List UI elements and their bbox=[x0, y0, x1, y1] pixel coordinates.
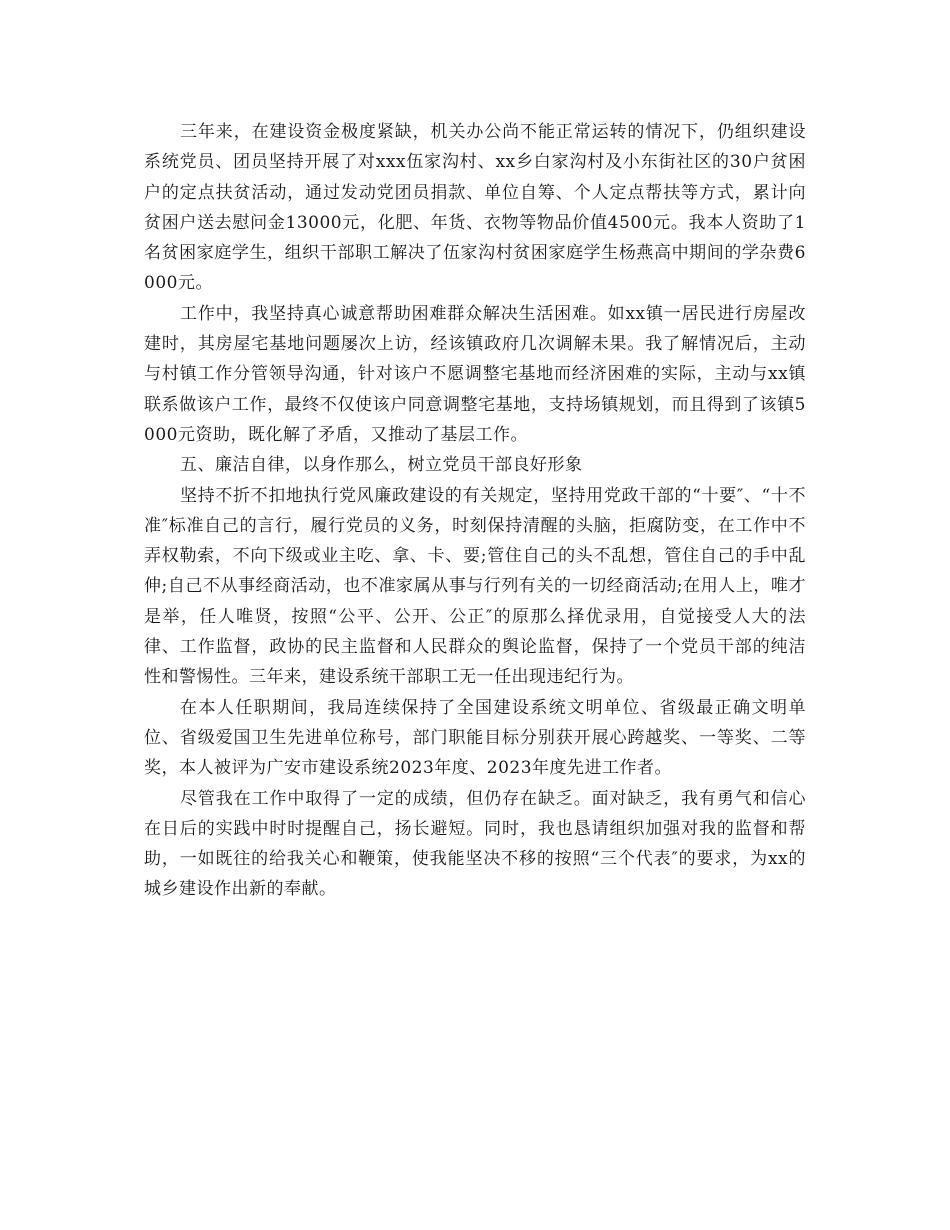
paragraph-helping-residents: 工作中，我坚持真心诚意帮助困难群众解决生活困难。如xx镇一居民进行房屋改建时，其房屋宅基地问题屡次上访，经该镇政府几次调解未果。我了解情况后，主动与村镇工作分管领导沟通，针对该户不愿调整宅基地而经济困难的实际，主动与xx镇联系做该户工作，最终不仅使该户同意调整宅基地，支持场镇规划，而且得到了该镇5000元资助，既化解了矛盾，又推动了基层工作。 bbox=[144, 303, 806, 445]
section-heading-integrity: 五、廉洁自律，以身作那么，树立党员干部良好形象 bbox=[180, 455, 583, 476]
document-page bbox=[144, 117, 806, 905]
paragraph-conclusion: 尽管我在工作中取得了一定的成绩，但仍存在缺乏。面对缺乏，我有勇气和信心在日后的实践中时时提醒自己，扬长避短。同时，我也恳请组织加强对我的监督和帮助，一如既往的给我关心和鞭策，使我能坚决不移的按照“三个代表″的要求，为xx的城乡建设作出新的奉献。 bbox=[144, 788, 806, 900]
paragraph-integrity: 坚持不折不扣地执行党风廉政建设的有关规定，坚持用党政干部的“十要″、“十不准″标准自己的言行，履行党员的义务，时刻保持清醒的头脑，拒腐防变，在工作中不弄权勒索，不向下级或业主吃、拿、卡、要;管住自己的头不乱想，管住自己的手中乱伸;自己不从事经商活动，也不准家属从事与行列有关的一切经商活动;在用人上，唯才是举，任人唯贤，按照“公平、公开、公正″的原那么择优录用，自觉接受人大的法律、工作监督，政协的民主监督和人民群众的舆论监督，保持了一个党员干部的纯洁性和警惕性。三年来，建设系统干部职工无一任出现违纪行为。 bbox=[144, 485, 806, 688]
paragraph-poverty-relief: 三年来，在建设资金极度紧缺，机关办公尚不能正常运转的情况下，仍组织建设系统党员、团员坚持开展了对xxx伍家沟村、xx乡白家沟村及小东街社区的30户贫困户的定点扶贫活动，通过发动党团员捐款、单位自筹、个人定点帮扶等方式，累计向贫困户送去慰问金13000元，化肥、年货、衣物等物品价值4500元。我本人资助了1名贫困家庭学生，组织干部职工解决了伍家沟村贫困家庭学生杨燕高中期间的学杂费6000元。 bbox=[144, 122, 806, 294]
paragraph-honors: 在本人任职期间，我局连续保持了全国建设系统文明单位、省级最正确文明单位、省级爱国卫生先进单位称号，部门职能目标分别获开展心跨越奖、一等奖、二等奖，本人被评为广安市建设系统2023年度、2023年度先进工作者。 bbox=[144, 697, 806, 779]
